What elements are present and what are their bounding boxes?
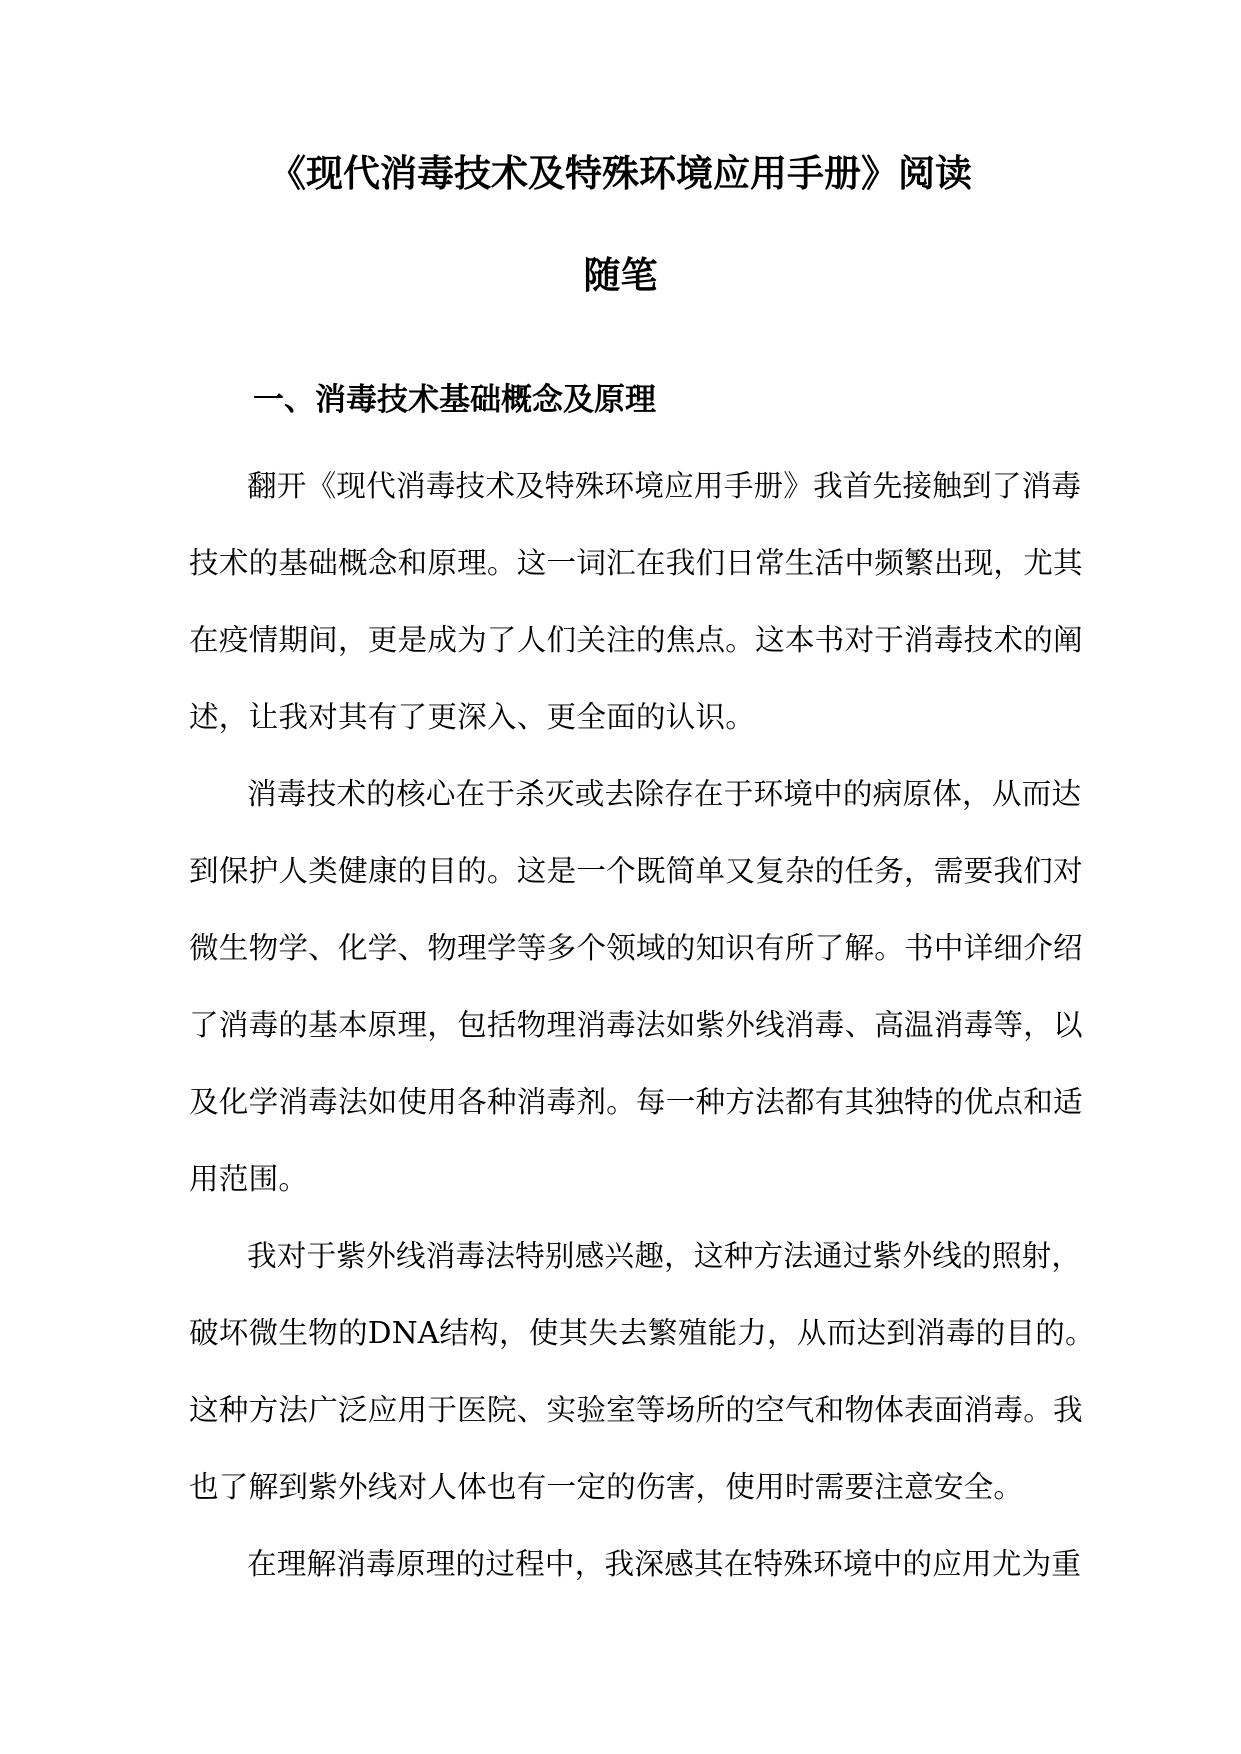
document-title-line-1: 《现代消毒技术及特殊环境应用手册》阅读	[269, 151, 972, 195]
paragraph-2	[189, 756, 1083, 1218]
section-heading: 一、消毒技术基础概念及原理	[253, 382, 656, 418]
paragraph-line: 也了解到紫外线对人体也有一定的伤害，使用时需要注意安全。	[189, 1470, 1024, 1504]
document-title-line-2: 随笔	[583, 253, 658, 297]
paragraph-line: 这种方法广泛应用于医院、实验室等场所的空气和物体表面消毒。我	[189, 1393, 1083, 1427]
paragraph-1	[189, 448, 1083, 756]
paragraph-3	[189, 1218, 1095, 1526]
paragraph-line: 破坏微生物的DNA结构，使其失去繁殖能力，从而达到消毒的目的。	[189, 1316, 1095, 1350]
paragraph-line: 述，让我对其有了更深入、更全面的认识。	[189, 700, 756, 734]
paragraph-line: 翻开《现代消毒技术及特殊环境应用手册》我首先接触到了消毒	[247, 469, 1082, 503]
paragraph-line: 在理解消毒原理的过程中，我深感其在特殊环境中的应用尤为重	[247, 1547, 1082, 1581]
paragraph-line: 技术的基础概念和原理。这一词汇在我们日常生活中频繁出现，尤其	[189, 546, 1083, 580]
paragraph-line: 微生物学、化学、物理学等多个领域的知识有所了解。书中详细介绍	[189, 931, 1083, 965]
paragraph-line: 消毒技术的核心在于杀灭或去除存在于环境中的病原体，从而达	[247, 777, 1082, 811]
paragraph-line: 我对于紫外线消毒法特别感兴趣，这种方法通过紫外线的照射，	[247, 1239, 1082, 1273]
paragraph-line: 到保护人类健康的目的。这是一个既简单又复杂的任务，需要我们对	[189, 854, 1083, 888]
paragraph-line: 用范围。	[189, 1162, 309, 1196]
paragraph-line: 了消毒的基本原理，包括物理消毒法如紫外线消毒、高温消毒等，以	[189, 1008, 1083, 1042]
paragraph-line: 及化学消毒法如使用各种消毒剂。每一种方法都有其独特的优点和适	[189, 1085, 1083, 1119]
paragraph-line: 在疫情期间，更是成为了人们关注的焦点。这本书对于消毒技术的阐	[189, 623, 1083, 657]
paragraph-4	[189, 1526, 1082, 1603]
